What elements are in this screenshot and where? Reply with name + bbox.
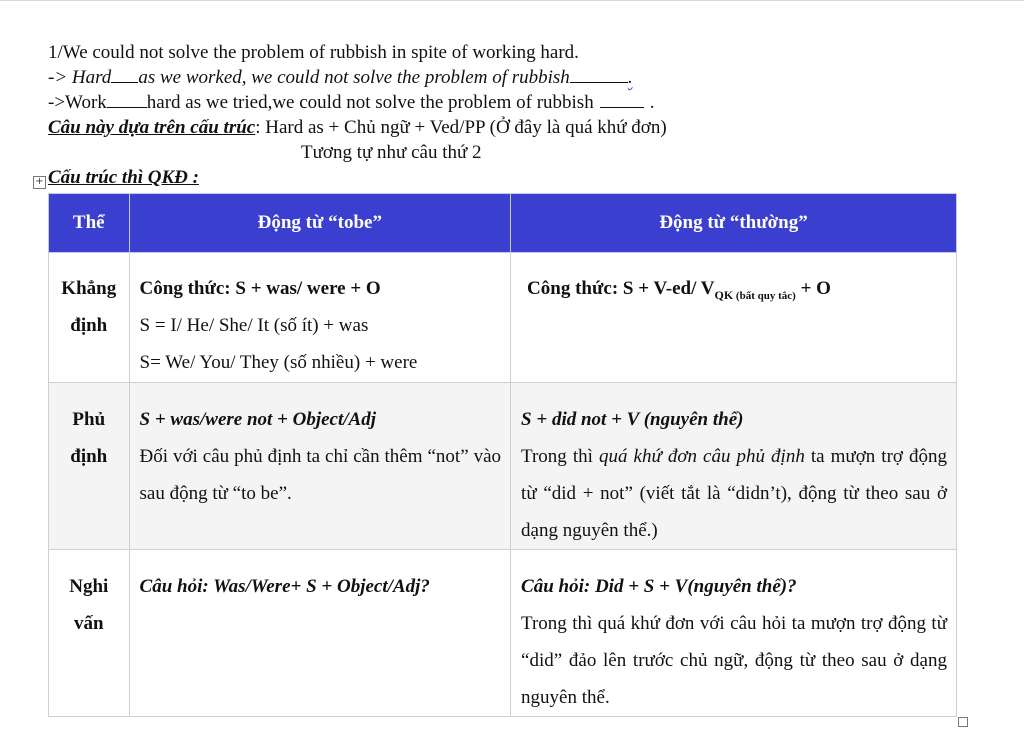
table-row-negative bbox=[49, 383, 957, 550]
past-simple-table bbox=[48, 193, 957, 717]
cell-form-question: Nghi vấn bbox=[49, 550, 130, 717]
answer-blank[interactable] bbox=[570, 66, 628, 83]
rewrite-line-hard: -> Hard as we worked, we could not solve the problem of rubbish . bbox=[48, 67, 633, 88]
answer-blank[interactable] bbox=[111, 66, 138, 83]
cell-tobe-negative: S + was/were not + Object/Adj Đối với câu phủ định ta chỉ cần thêm “not” vào sau động từ “to be”. bbox=[129, 383, 511, 550]
cell-form-negative: Phủ định bbox=[49, 383, 130, 550]
table-row-question bbox=[49, 550, 957, 717]
structure-note: Câu này dựa trên cấu trúc: Hard as + Chủ ngữ + Ved/PP (Ở đây là quá khứ đơn) bbox=[48, 117, 667, 138]
cell-form-affirmative: Khẳng định bbox=[49, 253, 130, 383]
header-tobe: Động từ “tobe” bbox=[129, 194, 511, 253]
header-the: Thể bbox=[49, 194, 130, 253]
page-top-border bbox=[0, 0, 1024, 1]
cell-thuong-negative: S + did not + V (nguyên thể) Trong thì quá khứ đơn câu phủ định ta mượn trợ động từ “did + not” (viết tắt là “didn’t), động từ theo sau ở dạng nguyên thể.) bbox=[511, 383, 957, 550]
table-move-handle-icon[interactable]: + bbox=[33, 176, 46, 189]
answer-blank[interactable] bbox=[107, 91, 147, 108]
answer-blank[interactable] bbox=[600, 91, 644, 108]
table-heading: Cấu trúc thì QKĐ : bbox=[48, 167, 199, 188]
rewrite-line-work: ->Work hard as we tried,we could not solve the problem of rubbish . bbox=[48, 92, 655, 113]
exercise-sentence: 1/We could not solve the problem of rubbish in spite of working hard. bbox=[48, 42, 579, 63]
cell-tobe-affirmative: Công thức: S + was/ were + O S = I/ He/ She/ It (số ít) + was S= We/ You/ They (số nhiều) + were bbox=[129, 253, 511, 383]
table-row-affirmative bbox=[49, 253, 957, 383]
document-body[interactable] bbox=[48, 40, 958, 190]
cell-thuong-question: Câu hỏi: Did + S + V(nguyên thể)? Trong thì quá khứ đơn với câu hỏi ta mượn trợ động từ “did” đảo lên trước chủ ngữ, động từ theo sau ở dạng nguyên thể. bbox=[511, 550, 957, 717]
cell-thuong-affirmative: Công thức: S + V-ed/ $V_{QK (bất quy tắc)} + O$ bbox=[511, 253, 957, 383]
similar-note: Tương tự như câu thứ 2 bbox=[301, 142, 482, 163]
cell-tobe-question: Câu hỏi: Was/Were+ S + Object/Adj? bbox=[129, 550, 511, 717]
table-resize-handle-icon[interactable] bbox=[958, 717, 968, 727]
header-thuong: Động từ “thường” bbox=[511, 194, 957, 253]
table-header-row bbox=[49, 194, 957, 253]
